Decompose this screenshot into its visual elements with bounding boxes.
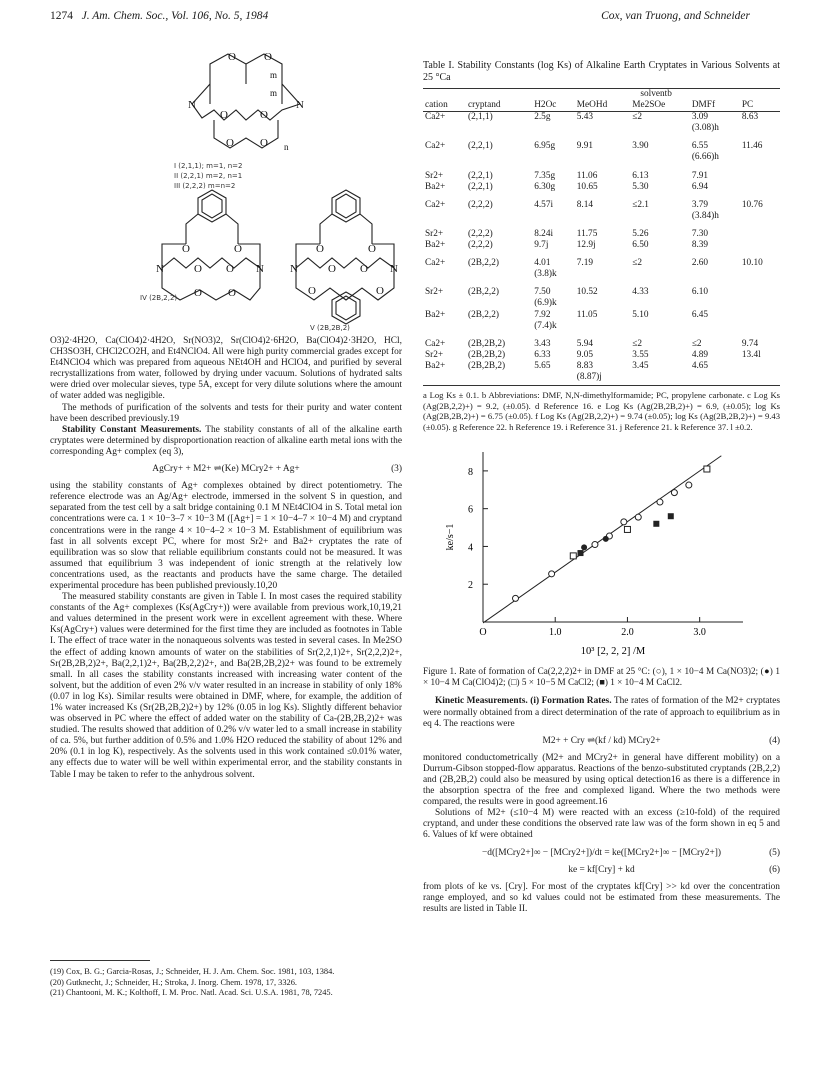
equation-4	[423, 736, 780, 747]
table-cell: 5.94	[576, 338, 594, 349]
structure-label-ii: II (2,2,1) m=2, n=1	[174, 172, 243, 180]
table-cell: (2,1,1)	[467, 112, 493, 123]
atom-o-iv-4: O	[226, 263, 234, 275]
table-cell: 8.39	[691, 240, 709, 251]
atom-o-v-6: O	[376, 285, 384, 297]
methods-paragraph: The methods of purification of the solvents and tests for their purity and water content have been described previously.19	[50, 402, 402, 424]
table-footnotes: a Log Ks ± 0.1. b Abbreviations: DMF, N,N-dimethylformamide; PC, propylene carbonate. c Log Ks (Ag(2B,2,2)+) = 9.2, (±0.05). d Reference 16. e Log Ks (Ag(2B,2B,2)+) = 6.9, (±0.05); log Ks (Ag(2B,2B,2)+) = 6.75 (±0.05). f Log Ks (Ag(2B,2,2)+) = 9.74 (±0.05); log Ks (Ag(2B,2B,2)+) = 9.43 (±0.05). g Reference 22. h Reference 19. i Reference 31. j Reference 21. k Reference 37. l ±0.2.	[423, 390, 780, 432]
table-cell: 9.7j	[534, 240, 549, 251]
y-tick-label: 4	[468, 542, 473, 554]
left-column	[50, 336, 402, 781]
atom-o-v-4: O	[360, 263, 368, 275]
table-cell: 11.05	[576, 309, 598, 320]
table-cell	[740, 182, 780, 193]
equation-4-body: M2+ + Cry ⇌(kf / kd) MCry2+	[542, 735, 661, 746]
atom-o-top-3: O	[228, 51, 236, 63]
figure-caption: Figure 1. Rate of formation of Ca(2,2,2)2+ in DMF at 25 °C: (○), 1 × 10−4 M Ca(NO3)2; (●) 1 × 10−4 M Ca(ClO4)2; (□) 5 × 10−5 M CaCl2; (■) 1 × 10−4 M CaCl2.	[423, 666, 780, 688]
table-cell: (2B,2B,2)	[467, 349, 506, 360]
table-cell: 3.79 (3.84)h	[691, 199, 719, 221]
table-cell: ≤2	[632, 112, 642, 123]
table-cell	[740, 240, 780, 251]
y-tick-label: 6	[468, 505, 473, 517]
data-point-open-square	[570, 553, 576, 559]
table-cell: 6.33	[534, 349, 551, 360]
atom-o-top-1: O	[220, 109, 228, 121]
table-cell: 7.91	[691, 170, 709, 181]
page-header-right	[601, 10, 750, 22]
table-cell: Ca2+	[425, 338, 446, 349]
table-cell: 9.91	[576, 141, 594, 152]
table-cell: 5.26	[632, 228, 649, 239]
atom-n-v-left: N	[290, 263, 298, 275]
equation-4-number: (4)	[769, 735, 780, 746]
table-cell: Ba2+	[423, 361, 466, 386]
plots-paragraph: from plots of ke vs. [Cry]. For most of the cryptates kf[Cry] >> kd over the concentration range employed, and so kd values could not be estimated from these measurements. The results are listed in Table II.	[423, 881, 780, 914]
atom-o-top-4: O	[264, 51, 272, 63]
table-row	[423, 361, 780, 386]
table-cell: (2,2,1)	[467, 181, 493, 192]
equation-3-body: AgCry+ + M2+ ⇌(Ke) MCry2+ + Ag+	[152, 464, 300, 475]
table-row	[423, 332, 780, 350]
table-cell: 11.75	[576, 228, 598, 239]
table-cell: 10.52	[576, 287, 598, 298]
table-row	[423, 222, 780, 240]
table-row	[423, 164, 780, 182]
kinetics-paragraph	[423, 696, 780, 729]
atom-o-iv-1: O	[182, 243, 190, 255]
table-cell: 6.30g	[534, 181, 556, 192]
equation-5	[423, 848, 780, 859]
atom-o-v-1: O	[316, 243, 324, 255]
table-cell: 6.50	[632, 240, 649, 251]
data-point-open-circle	[657, 499, 663, 505]
structure-label-v: V (2B,2B,2)	[310, 324, 350, 332]
table-cell: 3.09 (3.08)h	[691, 112, 719, 134]
equation-6-number: (6)	[769, 864, 780, 875]
table-cell: (2,2,2)	[467, 199, 493, 210]
table-cell: 7.35g	[534, 170, 556, 181]
table-cell: 3.90	[632, 141, 649, 152]
table-cell	[740, 361, 780, 386]
structure-label-i: I (2,1,1); m=1, n=2	[174, 162, 243, 170]
reference-19: (19) Cox, B. G.; Garcia-Rosas, J.; Schneider, H. J. Am. Chem. Soc. 1981, 103, 1384.	[50, 967, 335, 976]
reference-21: (21) Chantooni, M. K.; Kolthoff, I. M. Proc. Natl. Acad. Sci. U.S.A. 1981, 78, 7245.	[50, 988, 333, 998]
atom-o-v-3: O	[328, 263, 336, 275]
column-header: cation	[423, 100, 466, 112]
table-cell: 6.55 (6.66)h	[691, 141, 719, 163]
column-header: H2Oc	[532, 100, 575, 112]
table-cell: (2B,2,2)	[467, 309, 499, 320]
table-cell: 9.74	[741, 338, 759, 349]
table-cell: Ba2+	[425, 240, 446, 251]
column-header: cryptand	[466, 100, 532, 112]
table-cell: 6.10	[691, 287, 709, 298]
data-point-open-circle	[671, 490, 677, 496]
x-axis-label: 10³ [2, 2, 2] /M	[580, 646, 646, 658]
stability-intro-text: The stability constants of all of the alkaline earth cryptates were determined by disproportionation reaction of alkaline earth metal ions with the corresponding Ag+ complex (eq 3),	[50, 424, 403, 457]
subscript-m-2: m	[270, 88, 278, 98]
table-cell: 8.24i	[534, 228, 554, 239]
table-cell: 11.06	[576, 170, 598, 181]
atom-o-iv-2: O	[234, 243, 242, 255]
table-cell: ≤2	[632, 258, 642, 269]
stability-intro-paragraph	[50, 425, 402, 458]
table-cell: (2,2,2)	[467, 240, 493, 251]
table-cell: 2.5g	[534, 112, 551, 123]
table-cell: (2B,2B,2)	[467, 338, 506, 349]
stability-table	[423, 88, 780, 386]
table-cell: 9.05	[576, 349, 594, 360]
table-cell: Sr2+	[425, 170, 444, 181]
table-cell: 7.50 (6.9)k	[534, 287, 557, 309]
table-cell: 2.60	[691, 258, 709, 269]
table-cell: (2B,2B,2)	[466, 361, 532, 386]
section-heading-kinetics: Kinetic Measurements. (i) Formation Rates.	[435, 696, 612, 707]
page-header-left	[50, 10, 268, 22]
table-cell: 4.57i	[534, 199, 554, 210]
journal-citation: J. Am. Chem. Soc., Vol. 106, No. 5, 1984	[81, 10, 269, 22]
table-cell: 7.92 (7.4)k	[534, 309, 557, 331]
table-cell	[740, 310, 780, 332]
table-cell: 11.46	[741, 141, 763, 152]
table-cell: 8.63	[741, 112, 759, 123]
atom-o-v-5: O	[308, 285, 316, 297]
table-cell: 12.9j	[576, 240, 596, 251]
atom-o-top-2: O	[260, 109, 268, 121]
table-cell: 7.19	[576, 258, 594, 269]
data-point-open-circle	[686, 482, 692, 488]
column-header: DMFf	[690, 100, 740, 112]
equation-5-body: −d([MCry2+]∞ − [MCry2+])/dt = ke([MCry2+]∞ − [MCry2+])	[482, 847, 721, 858]
equation-5-number: (5)	[769, 847, 780, 858]
atom-n-top-right: N	[296, 99, 304, 111]
table-row	[423, 134, 780, 163]
table-cell: (2,2,2)	[467, 228, 493, 239]
table-cell: ≤2	[632, 338, 642, 349]
references-rule	[50, 960, 150, 961]
solutions-paragraph: Solutions of M2+ (≤10−4 M) were reacted with an excess (≥10-fold) of the required cryptand, and under these conditions the observed rate law was of the form shown in eq 5 and 6. Values of kf were obtained	[423, 808, 780, 841]
data-point-open-square	[704, 466, 710, 472]
table-cell: 4.65	[690, 361, 740, 386]
atom-o-v-2: O	[368, 243, 376, 255]
table-cell: 8.14	[576, 199, 594, 210]
data-point-filled-square	[578, 550, 584, 556]
subscript-m-1: m	[270, 70, 278, 80]
x-tick-label: 3.0	[693, 627, 706, 639]
right-column	[423, 60, 780, 915]
table-cell: 7.30	[691, 228, 709, 239]
equation-3-number: (3)	[391, 464, 402, 475]
atom-n-top-left: N	[188, 99, 196, 111]
table-cell: Ba2+	[425, 181, 446, 192]
atom-n-iv-left: N	[156, 263, 164, 275]
equation-3	[50, 464, 402, 475]
table-cell: 8.83 (8.87)j	[575, 361, 630, 386]
data-point-open-circle	[549, 571, 555, 577]
data-point-open-circle	[621, 519, 627, 525]
table-cell: (2,2,1)	[467, 141, 493, 152]
table-cell: 6.45	[691, 309, 709, 320]
table-row	[423, 310, 780, 332]
equation-6	[423, 865, 780, 876]
kinetics-intro-text: The rates of formation of the M2+ cryptates were normally obtained from a direct determination of the rate of approach to equilibrium as in eq 4. The reactions were	[423, 696, 781, 729]
cryptand-structures-figure	[140, 38, 410, 334]
table-cell	[740, 164, 780, 182]
table-cell: Ca2+	[425, 258, 446, 269]
table-cell	[740, 222, 780, 240]
table-cell: 3.43	[534, 338, 551, 349]
table-cell: Sr2+	[425, 349, 444, 360]
column-header: MeOHd	[575, 100, 630, 112]
results-paragraph: The measured stability constants are given in Table I. In most cases the required stability constants of the Ag+ complexes (Ks(AgCry+)) were available from previous work,10,19,21 and values determined in the present work were in excellent agreement with these. Where Ks(AgCry+) values were determined for the first time they are included as footnotes in Table I. The effect of trace water in the nonaqueous solvents was tested in several cases. In Me2SO the effect of adding known amounts of water on the stabilities of Sr(2,2,1)2+, Sr(2,2,2)2+, Sr(2B,2B,2)2+, Ba(2,2,1)2+, Ba(2B,2,2)2+, and Ba(2B,2B,2)2+ was found to be extremely small. In all cases the stability constants increased with increasing water content of the solvent, but the addition of even 2% v/v water resulted in an increase in stability of only 18% (0.07 in log Ks). Similar results were obtained in DMF, where, for example, the addition of 1% water increased Ks (Sr(2B,2B,2)2+) by 12% (0.05 in log Ks). Slightly different behavior was observed in PC where the effect of added water on the stability of Ca-(2B,2B,2)2+ was studied. The results showed that addition of 0.2% v/v water led to a small increase in stability of ca. 5%, but further addition of 0.5% and 1.0% H2O reduced the stability of about 12% and 20% (0.1 in log K), respectively. As the solvents used in this work contained ≤0.01% water, any effects due to water will be well within experimental error, and the stability constants in Table I may be taken to refer to the anhydrous solvent.	[50, 592, 402, 780]
column-header: PC	[740, 100, 780, 112]
atom-o-iv-5: O	[194, 287, 202, 299]
table-cell: 3.45	[630, 361, 690, 386]
data-point-open-square	[624, 527, 630, 533]
table-cell: 10.10	[741, 258, 763, 269]
table-row	[423, 350, 780, 361]
atom-o-top-6: O	[260, 137, 268, 149]
atom-n-v-right: N	[390, 263, 398, 275]
atom-n-iv-right: N	[256, 263, 264, 275]
data-point-open-circle	[635, 515, 641, 521]
table-cell: Sr2+	[425, 228, 444, 239]
table-cell: 5.10	[632, 309, 649, 320]
section-heading-stability: Stability Constant Measurements.	[62, 424, 202, 435]
x-tick-label: 2.0	[621, 627, 634, 639]
authors: Cox, van Truong, and Schneider	[601, 10, 750, 22]
x-tick-label: O	[479, 627, 487, 639]
table-cell: Ca2+	[425, 141, 446, 152]
table-cell	[740, 280, 780, 309]
table-row	[423, 280, 780, 309]
table-cell: 4.89	[691, 349, 709, 360]
subscript-n: n	[284, 142, 289, 152]
table-cell: 6.94	[691, 181, 709, 192]
column-header: Me2SOe	[630, 100, 690, 112]
table-cell: ≤2.1	[632, 199, 649, 210]
data-point-filled-square	[668, 514, 674, 520]
table-cell: ≤2	[691, 338, 702, 349]
table-cell: 10.76	[741, 199, 763, 210]
reference-20: (20) Gutknecht, J.; Schneider, H.; Stroka, J. Inorg. Chem. 1978, 17, 3326.	[50, 977, 298, 987]
data-point-open-circle	[592, 542, 598, 548]
table-cell: 5.43	[576, 112, 594, 123]
materials-paragraph: O3)2·4H2O, Ca(ClO4)2·4H2O, Sr(NO3)2, Sr(ClO4)2·6H2O, Ba(ClO4)2·3H2O, HCl, CH3SO3H, CHCl2CO2H, and Et4NClO4. All were high purity commercial grades except for Et4NClO4 which was prepared from aqueous NEt4OH and HClO4, and purified by several recrystallizations from water, followed by drying under vacuum. Solutions of hydrated salts were dried over molecular sieves, type 5A, except for very dilute solutions where the amount of water added was negligible.	[50, 336, 402, 402]
conductometric-paragraph: monitored conductometrically (M2+ and MCry2+ in general have different mobility) on a Durrum-Gibson stopped-flow apparatus. Reactions of the benzo-substituted cryptands (2B,2,2) and (2B,2B,2) could also be measured by using optical detection16 as there is a difference in the absorption spectra of the free and complexed ligand. Where the two methods were compared, the results were in good agreement.16	[423, 752, 780, 808]
table-cell: 10.65	[576, 181, 598, 192]
table-cell: 5.30	[632, 181, 649, 192]
atom-o-top-5: O	[226, 137, 234, 149]
atom-o-iv-6: O	[228, 287, 236, 299]
data-point-filled-circle	[603, 536, 609, 542]
table-cell: 4.01 (3.8)k	[534, 258, 557, 280]
table-cell: 4.33	[632, 287, 649, 298]
table-cell: Ba2+	[425, 309, 446, 320]
table-cell: Sr2+	[425, 287, 444, 298]
table-cell: 3.55	[632, 349, 649, 360]
y-tick-label: 2	[468, 580, 473, 592]
table-cell: 6.95g	[534, 141, 556, 152]
table-row	[423, 182, 780, 193]
atom-o-iv-3: O	[194, 263, 202, 275]
equation-6-body: ke = kf[Cry] + kd	[568, 864, 635, 875]
rate-chart	[423, 442, 780, 662]
data-point-filled-square	[653, 521, 659, 527]
y-tick-label: 8	[468, 467, 473, 479]
table-cell: Ca2+	[425, 112, 446, 123]
table-cell: (2,2,1)	[467, 170, 493, 181]
page-number: 1274	[50, 10, 73, 22]
potentiometry-paragraph: using the stability constants of Ag+ complexes obtained by direct potentiometry. The reference electrode was an Ag/Ag+ electrode, immersed in the solvent S in question, and separated from the test cell by a salt bridge containing 0.1 M NEt4ClO4 in S. Total metal ion concentrations were ca. 1 × 10−3–7 × 10−3 M ([Ag+] = 1 × 10−4–7 × 10−4 M) and cryptand concentrations were in the range 4 × 10−4–2 × 10−3 M. Establishment of equilibrium was fast in all solvents except PC, where for most Sr2+ and Ba2+ cryptates the rate of equilibration was so slow that reliable equilibrium constants could not be measured. It was assumed that equilibrium 3 was independent of ionic strength at the relatively low concentrations used, as the reactants and products have the same charge. The detailed experimental procedure has been published previously.10,20	[50, 481, 402, 591]
table-cell: Ca2+	[425, 199, 446, 210]
table-cell: 13.4l	[741, 349, 761, 360]
data-point-filled-circle	[581, 545, 587, 551]
table-row	[423, 240, 780, 251]
structure-label-iii: III (2,2,2) m=n=2	[174, 182, 236, 190]
data-point-open-circle	[513, 596, 519, 602]
table-title: Table I. Stability Constants (log Ks) of Alkaline Earth Cryptates in Various Solvents at 25 °Ca	[423, 60, 780, 83]
x-tick-label: 1.0	[548, 627, 562, 639]
table-cell: 6.13	[632, 170, 649, 181]
references	[50, 960, 402, 999]
solvent-header: solventb	[532, 89, 780, 101]
y-axis-label: ke/s−1	[445, 524, 456, 551]
structure-label-iv: IV (2B,2,2)	[140, 294, 178, 302]
table-row	[423, 193, 780, 222]
table-cell: 5.65	[532, 361, 575, 386]
table-row	[423, 112, 780, 135]
table-row	[423, 251, 780, 280]
table-cell: (2B,2,2)	[467, 258, 499, 269]
table-cell: (2B,2,2)	[467, 287, 499, 298]
